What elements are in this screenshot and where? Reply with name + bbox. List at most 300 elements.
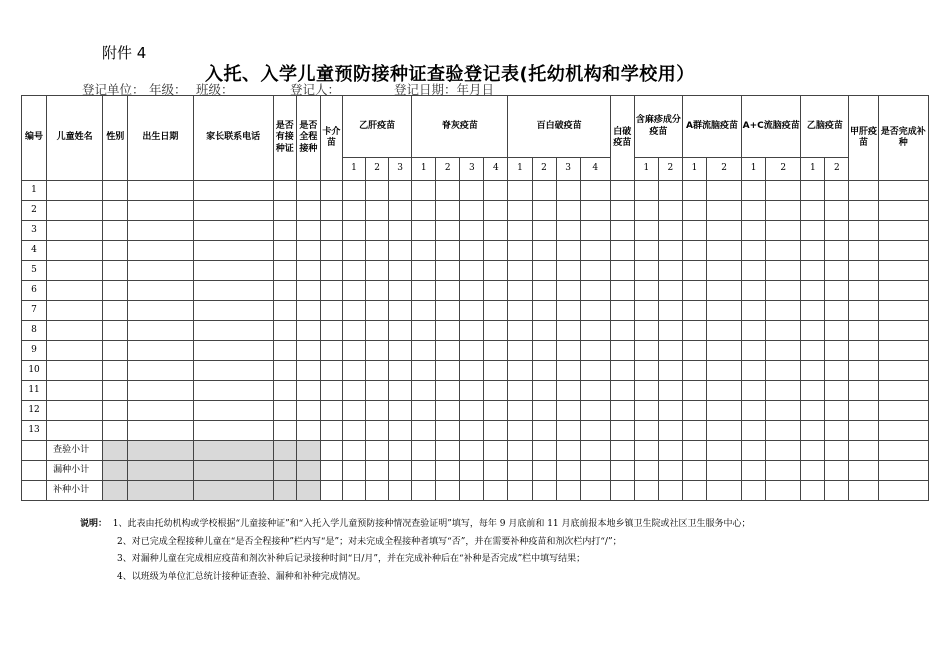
entry-cell[interactable] bbox=[460, 261, 484, 281]
entry-cell[interactable] bbox=[296, 381, 320, 401]
entry-cell[interactable] bbox=[658, 241, 682, 261]
entry-cell[interactable] bbox=[766, 301, 801, 321]
entry-cell[interactable] bbox=[508, 421, 532, 441]
entry-cell[interactable] bbox=[742, 401, 766, 421]
entry-cell[interactable] bbox=[742, 381, 766, 401]
entry-cell[interactable] bbox=[412, 301, 436, 321]
entry-cell[interactable] bbox=[682, 361, 706, 381]
entry-cell[interactable] bbox=[766, 401, 801, 421]
entry-cell[interactable] bbox=[366, 361, 389, 381]
entry-cell[interactable] bbox=[658, 201, 682, 221]
entry-cell[interactable] bbox=[47, 221, 103, 241]
entry-cell[interactable] bbox=[389, 201, 412, 221]
entry-cell[interactable] bbox=[508, 181, 532, 201]
entry-cell[interactable] bbox=[878, 381, 928, 401]
entry-cell[interactable] bbox=[366, 221, 389, 241]
entry-cell[interactable] bbox=[320, 341, 342, 361]
entry-cell[interactable] bbox=[580, 401, 610, 421]
summary-cell[interactable] bbox=[342, 461, 365, 481]
entry-cell[interactable] bbox=[634, 181, 658, 201]
summary-cell[interactable] bbox=[742, 461, 766, 481]
entry-cell[interactable] bbox=[849, 341, 878, 361]
summary-cell[interactable] bbox=[610, 461, 634, 481]
entry-cell[interactable] bbox=[532, 281, 556, 301]
entry-cell[interactable] bbox=[556, 381, 580, 401]
entry-cell[interactable] bbox=[682, 201, 706, 221]
entry-cell[interactable] bbox=[532, 401, 556, 421]
entry-cell[interactable] bbox=[742, 321, 766, 341]
entry-cell[interactable] bbox=[460, 241, 484, 261]
entry-cell[interactable] bbox=[412, 381, 436, 401]
entry-cell[interactable] bbox=[825, 261, 849, 281]
entry-cell[interactable] bbox=[682, 181, 706, 201]
entry-cell[interactable] bbox=[878, 421, 928, 441]
entry-cell[interactable] bbox=[801, 281, 825, 301]
entry-cell[interactable] bbox=[508, 261, 532, 281]
entry-cell[interactable] bbox=[707, 201, 742, 221]
entry-cell[interactable] bbox=[103, 421, 128, 441]
entry-cell[interactable] bbox=[878, 181, 928, 201]
entry-cell[interactable] bbox=[849, 421, 878, 441]
entry-cell[interactable] bbox=[342, 421, 365, 441]
summary-cell[interactable] bbox=[610, 441, 634, 461]
entry-cell[interactable] bbox=[128, 181, 193, 201]
entry-cell[interactable] bbox=[273, 221, 296, 241]
entry-cell[interactable] bbox=[366, 181, 389, 201]
entry-cell[interactable] bbox=[580, 361, 610, 381]
entry-cell[interactable] bbox=[296, 301, 320, 321]
entry-cell[interactable] bbox=[610, 401, 634, 421]
summary-cell[interactable] bbox=[634, 441, 658, 461]
summary-cell[interactable] bbox=[801, 481, 825, 501]
summary-cell[interactable] bbox=[389, 481, 412, 501]
entry-cell[interactable] bbox=[193, 301, 273, 321]
entry-cell[interactable] bbox=[128, 201, 193, 221]
entry-cell[interactable] bbox=[707, 341, 742, 361]
entry-cell[interactable] bbox=[580, 261, 610, 281]
entry-cell[interactable] bbox=[273, 181, 296, 201]
entry-cell[interactable] bbox=[47, 241, 103, 261]
summary-cell[interactable] bbox=[342, 441, 365, 461]
entry-cell[interactable] bbox=[801, 361, 825, 381]
entry-cell[interactable] bbox=[320, 321, 342, 341]
entry-cell[interactable] bbox=[460, 221, 484, 241]
entry-cell[interactable] bbox=[193, 381, 273, 401]
entry-cell[interactable] bbox=[801, 381, 825, 401]
summary-cell[interactable] bbox=[682, 461, 706, 481]
entry-cell[interactable] bbox=[193, 241, 273, 261]
entry-cell[interactable] bbox=[273, 381, 296, 401]
summary-cell[interactable] bbox=[366, 481, 389, 501]
entry-cell[interactable] bbox=[532, 201, 556, 221]
entry-cell[interactable] bbox=[484, 301, 508, 321]
entry-cell[interactable] bbox=[878, 221, 928, 241]
entry-cell[interactable] bbox=[580, 201, 610, 221]
entry-cell[interactable] bbox=[366, 341, 389, 361]
entry-cell[interactable] bbox=[849, 301, 878, 321]
entry-cell[interactable] bbox=[128, 241, 193, 261]
entry-cell[interactable] bbox=[389, 361, 412, 381]
entry-cell[interactable] bbox=[47, 421, 103, 441]
entry-cell[interactable] bbox=[634, 341, 658, 361]
entry-cell[interactable] bbox=[320, 361, 342, 381]
entry-cell[interactable] bbox=[849, 241, 878, 261]
summary-cell[interactable] bbox=[825, 441, 849, 461]
entry-cell[interactable] bbox=[634, 201, 658, 221]
entry-cell[interactable] bbox=[878, 281, 928, 301]
entry-cell[interactable] bbox=[556, 421, 580, 441]
entry-cell[interactable] bbox=[580, 281, 610, 301]
entry-cell[interactable] bbox=[103, 261, 128, 281]
entry-cell[interactable] bbox=[532, 381, 556, 401]
entry-cell[interactable] bbox=[707, 301, 742, 321]
entry-cell[interactable] bbox=[825, 401, 849, 421]
entry-cell[interactable] bbox=[580, 221, 610, 241]
entry-cell[interactable] bbox=[580, 421, 610, 441]
entry-cell[interactable] bbox=[766, 361, 801, 381]
entry-cell[interactable] bbox=[193, 221, 273, 241]
entry-cell[interactable] bbox=[128, 421, 193, 441]
entry-cell[interactable] bbox=[342, 341, 365, 361]
entry-cell[interactable] bbox=[707, 401, 742, 421]
entry-cell[interactable] bbox=[460, 181, 484, 201]
entry-cell[interactable] bbox=[366, 321, 389, 341]
entry-cell[interactable] bbox=[460, 361, 484, 381]
entry-cell[interactable] bbox=[128, 381, 193, 401]
entry-cell[interactable] bbox=[634, 401, 658, 421]
summary-cell[interactable] bbox=[412, 481, 436, 501]
entry-cell[interactable] bbox=[849, 181, 878, 201]
entry-cell[interactable] bbox=[47, 341, 103, 361]
entry-cell[interactable] bbox=[436, 321, 460, 341]
entry-cell[interactable] bbox=[103, 341, 128, 361]
entry-cell[interactable] bbox=[103, 241, 128, 261]
entry-cell[interactable] bbox=[682, 301, 706, 321]
entry-cell[interactable] bbox=[682, 321, 706, 341]
summary-cell[interactable] bbox=[412, 441, 436, 461]
summary-cell[interactable] bbox=[532, 461, 556, 481]
entry-cell[interactable] bbox=[682, 221, 706, 241]
entry-cell[interactable] bbox=[296, 361, 320, 381]
entry-cell[interactable] bbox=[436, 421, 460, 441]
summary-cell[interactable] bbox=[580, 481, 610, 501]
entry-cell[interactable] bbox=[366, 261, 389, 281]
entry-cell[interactable] bbox=[412, 261, 436, 281]
entry-cell[interactable] bbox=[193, 201, 273, 221]
entry-cell[interactable] bbox=[658, 221, 682, 241]
entry-cell[interactable] bbox=[273, 341, 296, 361]
entry-cell[interactable] bbox=[103, 281, 128, 301]
entry-cell[interactable] bbox=[825, 241, 849, 261]
entry-cell[interactable] bbox=[878, 341, 928, 361]
entry-cell[interactable] bbox=[320, 381, 342, 401]
entry-cell[interactable] bbox=[634, 281, 658, 301]
entry-cell[interactable] bbox=[47, 401, 103, 421]
entry-cell[interactable] bbox=[878, 201, 928, 221]
entry-cell[interactable] bbox=[193, 421, 273, 441]
entry-cell[interactable] bbox=[103, 221, 128, 241]
entry-cell[interactable] bbox=[707, 361, 742, 381]
summary-cell[interactable] bbox=[436, 481, 460, 501]
entry-cell[interactable] bbox=[707, 321, 742, 341]
entry-cell[interactable] bbox=[103, 201, 128, 221]
entry-cell[interactable] bbox=[508, 381, 532, 401]
entry-cell[interactable] bbox=[508, 321, 532, 341]
entry-cell[interactable] bbox=[296, 401, 320, 421]
entry-cell[interactable] bbox=[707, 261, 742, 281]
entry-cell[interactable] bbox=[273, 261, 296, 281]
entry-cell[interactable] bbox=[610, 201, 634, 221]
entry-cell[interactable] bbox=[556, 221, 580, 241]
entry-cell[interactable] bbox=[707, 421, 742, 441]
entry-cell[interactable] bbox=[128, 341, 193, 361]
entry-cell[interactable] bbox=[766, 281, 801, 301]
entry-cell[interactable] bbox=[128, 361, 193, 381]
entry-cell[interactable] bbox=[556, 241, 580, 261]
entry-cell[interactable] bbox=[103, 301, 128, 321]
entry-cell[interactable] bbox=[532, 341, 556, 361]
entry-cell[interactable] bbox=[682, 421, 706, 441]
entry-cell[interactable] bbox=[532, 221, 556, 241]
entry-cell[interactable] bbox=[47, 361, 103, 381]
summary-cell[interactable] bbox=[849, 441, 878, 461]
entry-cell[interactable] bbox=[342, 201, 365, 221]
entry-cell[interactable] bbox=[532, 261, 556, 281]
summary-cell[interactable] bbox=[436, 441, 460, 461]
entry-cell[interactable] bbox=[128, 261, 193, 281]
summary-cell[interactable] bbox=[742, 481, 766, 501]
summary-cell[interactable] bbox=[556, 461, 580, 481]
entry-cell[interactable] bbox=[508, 401, 532, 421]
entry-cell[interactable] bbox=[556, 281, 580, 301]
summary-cell[interactable] bbox=[532, 481, 556, 501]
entry-cell[interactable] bbox=[47, 321, 103, 341]
entry-cell[interactable] bbox=[342, 281, 365, 301]
entry-cell[interactable] bbox=[878, 321, 928, 341]
summary-cell[interactable] bbox=[707, 481, 742, 501]
entry-cell[interactable] bbox=[389, 321, 412, 341]
entry-cell[interactable] bbox=[532, 181, 556, 201]
summary-cell[interactable] bbox=[580, 441, 610, 461]
entry-cell[interactable] bbox=[682, 261, 706, 281]
entry-cell[interactable] bbox=[825, 361, 849, 381]
summary-cell[interactable] bbox=[556, 441, 580, 461]
entry-cell[interactable] bbox=[825, 201, 849, 221]
entry-cell[interactable] bbox=[878, 301, 928, 321]
summary-cell[interactable] bbox=[658, 481, 682, 501]
entry-cell[interactable] bbox=[412, 321, 436, 341]
entry-cell[interactable] bbox=[296, 341, 320, 361]
entry-cell[interactable] bbox=[412, 361, 436, 381]
entry-cell[interactable] bbox=[273, 241, 296, 261]
entry-cell[interactable] bbox=[766, 241, 801, 261]
entry-cell[interactable] bbox=[460, 201, 484, 221]
entry-cell[interactable] bbox=[707, 181, 742, 201]
summary-cell[interactable] bbox=[878, 461, 928, 481]
entry-cell[interactable] bbox=[556, 401, 580, 421]
entry-cell[interactable] bbox=[484, 221, 508, 241]
entry-cell[interactable] bbox=[389, 241, 412, 261]
entry-cell[interactable] bbox=[580, 341, 610, 361]
entry-cell[interactable] bbox=[556, 301, 580, 321]
entry-cell[interactable] bbox=[103, 381, 128, 401]
entry-cell[interactable] bbox=[766, 341, 801, 361]
summary-cell[interactable] bbox=[801, 461, 825, 481]
summary-cell[interactable] bbox=[508, 481, 532, 501]
entry-cell[interactable] bbox=[532, 301, 556, 321]
entry-cell[interactable] bbox=[878, 241, 928, 261]
entry-cell[interactable] bbox=[273, 281, 296, 301]
summary-cell[interactable] bbox=[342, 481, 365, 501]
entry-cell[interactable] bbox=[103, 401, 128, 421]
entry-cell[interactable] bbox=[320, 421, 342, 441]
entry-cell[interactable] bbox=[849, 361, 878, 381]
entry-cell[interactable] bbox=[610, 381, 634, 401]
entry-cell[interactable] bbox=[47, 261, 103, 281]
entry-cell[interactable] bbox=[412, 281, 436, 301]
entry-cell[interactable] bbox=[801, 221, 825, 241]
entry-cell[interactable] bbox=[878, 261, 928, 281]
entry-cell[interactable] bbox=[610, 301, 634, 321]
entry-cell[interactable] bbox=[634, 241, 658, 261]
entry-cell[interactable] bbox=[484, 281, 508, 301]
entry-cell[interactable] bbox=[878, 401, 928, 421]
entry-cell[interactable] bbox=[320, 221, 342, 241]
entry-cell[interactable] bbox=[742, 201, 766, 221]
entry-cell[interactable] bbox=[825, 321, 849, 341]
entry-cell[interactable] bbox=[532, 421, 556, 441]
entry-cell[interactable] bbox=[766, 321, 801, 341]
entry-cell[interactable] bbox=[580, 181, 610, 201]
entry-cell[interactable] bbox=[801, 201, 825, 221]
entry-cell[interactable] bbox=[532, 241, 556, 261]
entry-cell[interactable] bbox=[389, 181, 412, 201]
entry-cell[interactable] bbox=[273, 401, 296, 421]
entry-cell[interactable] bbox=[436, 401, 460, 421]
entry-cell[interactable] bbox=[825, 421, 849, 441]
summary-cell[interactable] bbox=[878, 441, 928, 461]
entry-cell[interactable] bbox=[634, 301, 658, 321]
entry-cell[interactable] bbox=[610, 421, 634, 441]
entry-cell[interactable] bbox=[556, 261, 580, 281]
summary-cell[interactable] bbox=[878, 481, 928, 501]
entry-cell[interactable] bbox=[366, 281, 389, 301]
entry-cell[interactable] bbox=[658, 341, 682, 361]
entry-cell[interactable] bbox=[801, 241, 825, 261]
summary-cell[interactable] bbox=[366, 441, 389, 461]
entry-cell[interactable] bbox=[682, 401, 706, 421]
entry-cell[interactable] bbox=[707, 281, 742, 301]
entry-cell[interactable] bbox=[682, 241, 706, 261]
entry-cell[interactable] bbox=[296, 321, 320, 341]
entry-cell[interactable] bbox=[556, 201, 580, 221]
entry-cell[interactable] bbox=[103, 181, 128, 201]
summary-cell[interactable] bbox=[389, 461, 412, 481]
summary-cell[interactable] bbox=[460, 461, 484, 481]
entry-cell[interactable] bbox=[47, 281, 103, 301]
entry-cell[interactable] bbox=[484, 181, 508, 201]
entry-cell[interactable] bbox=[766, 181, 801, 201]
entry-cell[interactable] bbox=[436, 181, 460, 201]
entry-cell[interactable] bbox=[707, 221, 742, 241]
entry-cell[interactable] bbox=[460, 301, 484, 321]
entry-cell[interactable] bbox=[296, 281, 320, 301]
entry-cell[interactable] bbox=[556, 361, 580, 381]
entry-cell[interactable] bbox=[436, 301, 460, 321]
entry-cell[interactable] bbox=[801, 401, 825, 421]
entry-cell[interactable] bbox=[412, 341, 436, 361]
entry-cell[interactable] bbox=[193, 261, 273, 281]
entry-cell[interactable] bbox=[682, 381, 706, 401]
entry-cell[interactable] bbox=[436, 261, 460, 281]
entry-cell[interactable] bbox=[389, 221, 412, 241]
entry-cell[interactable] bbox=[436, 241, 460, 261]
entry-cell[interactable] bbox=[634, 221, 658, 241]
entry-cell[interactable] bbox=[508, 201, 532, 221]
entry-cell[interactable] bbox=[742, 281, 766, 301]
entry-cell[interactable] bbox=[460, 321, 484, 341]
summary-cell[interactable] bbox=[849, 481, 878, 501]
summary-cell[interactable] bbox=[634, 481, 658, 501]
entry-cell[interactable] bbox=[193, 321, 273, 341]
entry-cell[interactable] bbox=[320, 401, 342, 421]
entry-cell[interactable] bbox=[766, 221, 801, 241]
entry-cell[interactable] bbox=[849, 221, 878, 241]
entry-cell[interactable] bbox=[436, 381, 460, 401]
entry-cell[interactable] bbox=[273, 201, 296, 221]
entry-cell[interactable] bbox=[460, 421, 484, 441]
summary-cell[interactable] bbox=[707, 461, 742, 481]
entry-cell[interactable] bbox=[342, 241, 365, 261]
entry-cell[interactable] bbox=[508, 281, 532, 301]
entry-cell[interactable] bbox=[47, 201, 103, 221]
entry-cell[interactable] bbox=[634, 261, 658, 281]
entry-cell[interactable] bbox=[484, 201, 508, 221]
entry-cell[interactable] bbox=[460, 341, 484, 361]
entry-cell[interactable] bbox=[436, 341, 460, 361]
entry-cell[interactable] bbox=[610, 181, 634, 201]
summary-cell[interactable] bbox=[849, 461, 878, 481]
entry-cell[interactable] bbox=[508, 341, 532, 361]
entry-cell[interactable] bbox=[610, 281, 634, 301]
summary-cell[interactable] bbox=[825, 461, 849, 481]
entry-cell[interactable] bbox=[366, 241, 389, 261]
entry-cell[interactable] bbox=[412, 421, 436, 441]
summary-cell[interactable] bbox=[825, 481, 849, 501]
entry-cell[interactable] bbox=[658, 361, 682, 381]
entry-cell[interactable] bbox=[128, 321, 193, 341]
entry-cell[interactable] bbox=[610, 221, 634, 241]
summary-cell[interactable] bbox=[484, 461, 508, 481]
summary-cell[interactable] bbox=[436, 461, 460, 481]
summary-cell[interactable] bbox=[766, 441, 801, 461]
entry-cell[interactable] bbox=[825, 301, 849, 321]
entry-cell[interactable] bbox=[342, 401, 365, 421]
entry-cell[interactable] bbox=[556, 321, 580, 341]
entry-cell[interactable] bbox=[389, 401, 412, 421]
entry-cell[interactable] bbox=[742, 181, 766, 201]
entry-cell[interactable] bbox=[580, 321, 610, 341]
entry-cell[interactable] bbox=[610, 321, 634, 341]
entry-cell[interactable] bbox=[366, 201, 389, 221]
summary-cell[interactable] bbox=[484, 481, 508, 501]
entry-cell[interactable] bbox=[682, 341, 706, 361]
entry-cell[interactable] bbox=[742, 221, 766, 241]
entry-cell[interactable] bbox=[342, 361, 365, 381]
entry-cell[interactable] bbox=[193, 361, 273, 381]
summary-cell[interactable] bbox=[508, 461, 532, 481]
entry-cell[interactable] bbox=[103, 321, 128, 341]
